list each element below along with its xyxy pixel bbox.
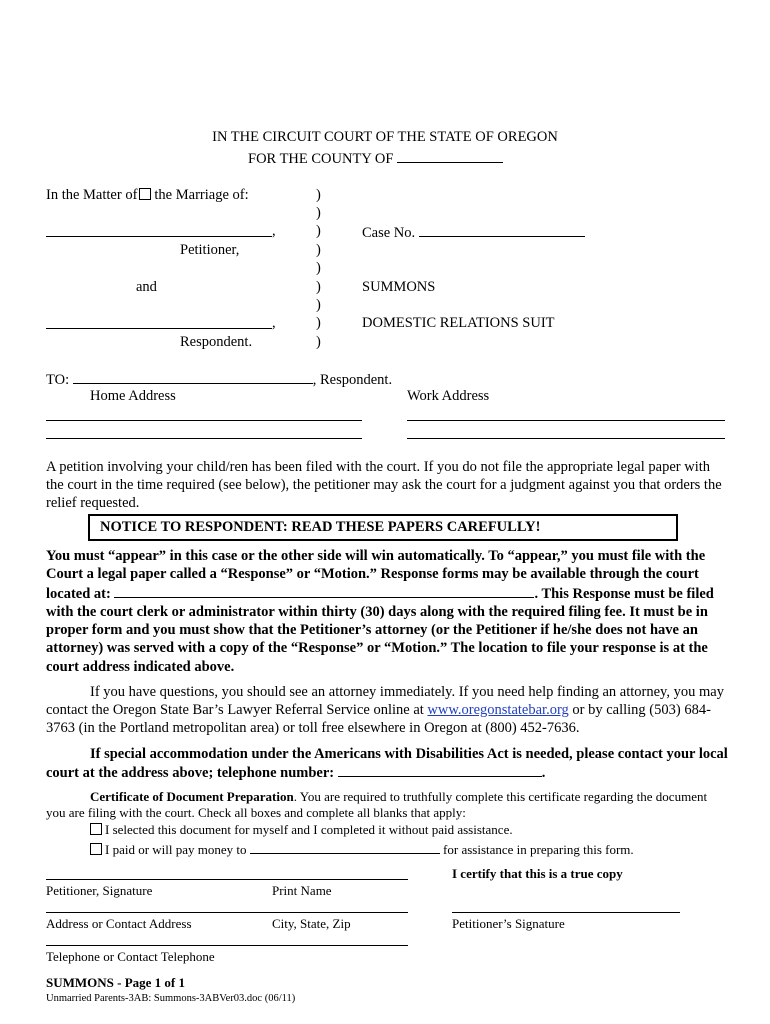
to-line <box>46 369 392 389</box>
paren-6: ) <box>316 279 321 295</box>
and-label: and <box>136 279 157 295</box>
petition-paragraph: A petition involving your child/ren has been filed with the court. If you do not file the appropriate legal paper with the court in the time required (see below), the petitioner may ask the court for a judgment against you that orders the relief requested. <box>46 459 722 511</box>
paren-7: ) <box>316 297 321 313</box>
court-location-blank[interactable] <box>114 584 534 598</box>
preparer-name-blank[interactable] <box>250 841 440 854</box>
matter-line <box>46 186 249 204</box>
home-address-line-1[interactable] <box>46 420 362 421</box>
county-blank[interactable] <box>397 148 503 163</box>
address-label: Address or Contact Address <box>46 916 192 931</box>
work-address-line-2[interactable] <box>407 438 725 439</box>
summons-label: SUMMONS <box>362 279 436 295</box>
questions-paragraph <box>46 683 728 737</box>
court-telephone-blank[interactable] <box>338 763 542 777</box>
paren-9: ) <box>316 334 321 350</box>
page-label: SUMMONS - Page 1 of 1 <box>46 975 186 990</box>
ada-paragraph <box>46 745 728 782</box>
paren-1: ) <box>316 187 321 203</box>
court-title: IN THE CIRCUIT COURT OF THE STATE OF OREGON <box>212 129 558 145</box>
work-address-label: Work Address <box>407 388 490 404</box>
certificate-title: Certificate of Document Preparation <box>90 789 294 804</box>
telephone-label: Telephone or Contact Telephone <box>46 949 215 964</box>
county-line <box>248 148 503 168</box>
matter-suffix: the Marriage of: <box>154 187 249 203</box>
self-prepared-checkbox[interactable] <box>90 823 102 835</box>
petitioner-label: Petitioner, <box>180 242 240 258</box>
option-2-prefix: I paid or will pay money to <box>105 842 247 857</box>
paren-8: ) <box>316 315 321 331</box>
to-respondent-suffix: , Respondent. <box>312 372 393 388</box>
option-1-label: I selected this document for myself and I completed it without paid assistance. <box>105 822 513 837</box>
paren-2: ) <box>316 205 321 221</box>
marriage-checkbox[interactable] <box>139 188 151 200</box>
county-label: FOR THE COUNTY OF <box>248 151 394 167</box>
home-address-line-2[interactable] <box>46 438 362 439</box>
case-number-line <box>362 222 585 242</box>
work-address-line-1[interactable] <box>407 420 725 421</box>
petitioner-signature-line[interactable] <box>46 879 408 880</box>
case-number-blank[interactable] <box>419 222 585 237</box>
appear-text-1: You must “appear” in this case or the other side will win automatically. To “appear,” you must file with the Court a legal paper called a “Response” or “Motion.” Response forms may be available through the court located at: <box>46 548 706 602</box>
petitioner-comma: , <box>272 223 276 239</box>
petitioner-signature-label: Petitioner, Signature <box>46 883 153 898</box>
respondent-to-blank[interactable] <box>73 369 313 384</box>
appear-paragraph <box>46 547 728 676</box>
option-2-suffix: for assistance in preparing this form. <box>443 842 634 857</box>
certificate-paragraph <box>46 789 728 821</box>
paren-4: ) <box>316 242 321 258</box>
ada-text: If special accommodation under the Americans with Disabilities Act is needed, please contact your local court at the address above; telephone number: <box>46 746 728 781</box>
case-number-label: Case No. <box>362 225 416 241</box>
questions-text-1: If you have questions, you should see an attorney immediately. If you need help finding an attorney, you may contact the Oregon State Bar’s Lawyer Referral Service online at <box>46 684 724 718</box>
certify-true-copy: I certify that this is a true copy <box>452 866 623 881</box>
respondent-name-line[interactable] <box>46 328 272 329</box>
certificate-option-1 <box>88 822 513 838</box>
ada-end: . <box>541 765 546 781</box>
file-identifier: Unmarried Parents-3AB: Summons-3ABVer03.doc (06/11) <box>46 993 296 1004</box>
suit-type-label: DOMESTIC RELATIONS SUIT <box>362 315 555 331</box>
respondent-comma: , <box>272 315 276 331</box>
oregon-state-bar-link[interactable]: www.oregonstatebar.org <box>427 702 569 718</box>
to-label: TO: <box>46 372 70 388</box>
petitioners-signature-label: Petitioner’s Signature <box>452 916 565 931</box>
address-line[interactable] <box>46 912 408 913</box>
certificate-intro: . You are required to truthfully complete this certificate regarding the document you are filing with the court. Check all boxes and complete all blanks that apply: <box>46 789 708 820</box>
appear-text-2: . This Response must be filed with the court clerk or administrator within thirty (30) days along with the required filing fee. It must be in proper form and you must show that the Petitioner’s attorney (or the Petitioner if he/she does not have an attorney) was served with a copy of the “Response” or “Motion.” The location to file your response is at the court address indicated above. <box>46 585 714 675</box>
city-state-zip-label: City, State, Zip <box>272 916 351 931</box>
telephone-line[interactable] <box>46 945 408 946</box>
paren-3: ) <box>316 223 321 239</box>
true-copy-signature-line[interactable] <box>452 912 680 913</box>
paren-5: ) <box>316 260 321 276</box>
respondent-label: Respondent. <box>180 334 253 350</box>
petitioner-name-line[interactable] <box>46 236 272 237</box>
matter-prefix: In the Matter of <box>46 187 138 203</box>
certificate-option-2 <box>88 841 634 858</box>
paid-assistance-checkbox[interactable] <box>90 843 102 855</box>
questions-text-2: or by calling (503) 684-3763 (in the Portland metropolitan area) or toll free elsewhere in Oregon at (800) 452-7636. <box>46 702 711 736</box>
notice-box: NOTICE TO RESPONDENT: READ THESE PAPERS CAREFULLY! <box>88 514 678 541</box>
home-address-label: Home Address <box>90 388 176 404</box>
print-name-label: Print Name <box>272 883 332 898</box>
